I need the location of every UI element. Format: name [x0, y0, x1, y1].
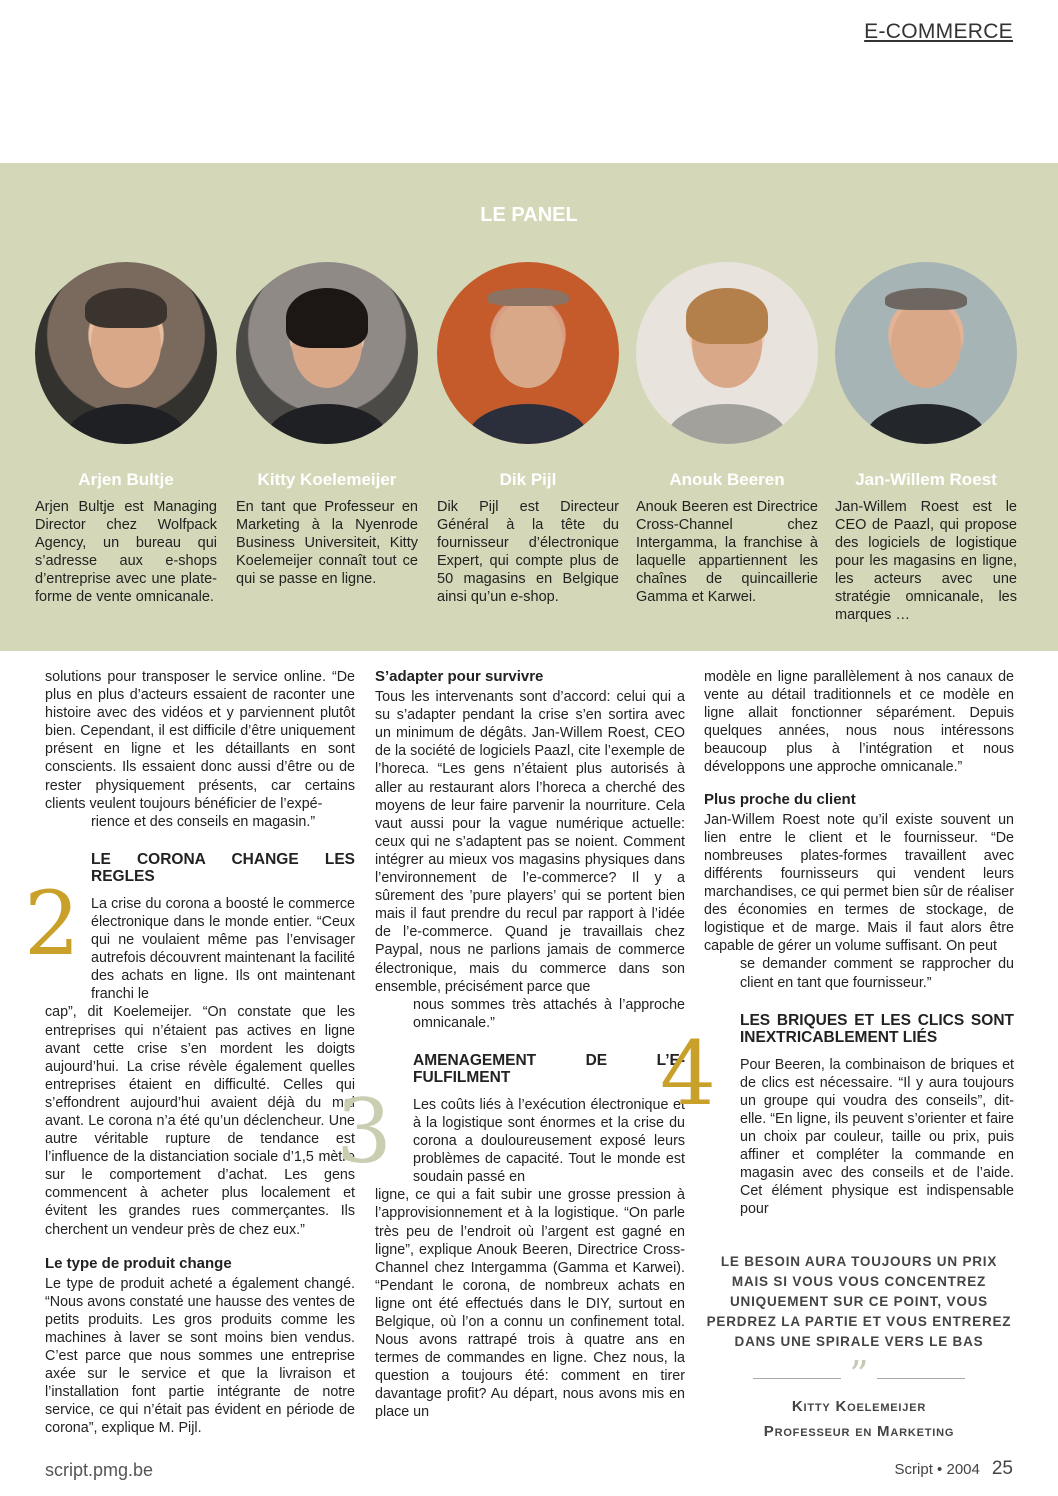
article-column-1 — [45, 668, 355, 1438]
quote-author: Kitty Koelemeijer — [791, 1398, 927, 1415]
member-bio: Anouk Beeren est Directrice Cross-Channel chez Intergamma, la franchise à laquelle appartiennent les chaînes de quincaillerie Gamma et Karwei. — [636, 499, 818, 605]
member-name: Anouk Beeren — [669, 470, 785, 489]
member-bio: Dik Pijl est Directeur Général à la tête du fournisseur d’électronique Expert, qui compte plus de 50 magasins en Belgique ainsi qu’un e-shop. — [437, 499, 619, 605]
paragraph: Les coûts liés à l’exécution électronique et à la logistique sont énormes et la crise du corona a douloureusement exposé leurs problèmes de capacité. Tout le monde est soudain passé en — [413, 1096, 685, 1186]
panel-title: LE PANEL — [480, 204, 578, 226]
paragraph: cap”, dit Koelemeijer. “On constate que les entreprises qui n’étaient pas actives en ligne avant cette crise s’en mordent les doigts aujourd’hui. La crise révèle également quelles entreprises étaient en difficulté. Celles qui s’effondrent aujourd’hui avaient déjà du mal avant. Le corona n’a été qu’un déclencheur. Une autre véritable rupture de tendance est l’influence de la distanciation sociale d’1,5 mètre sur le comportement d’achat. Les gens commencent à acheter plus localement et évitent les grandes rues commerçantes. Ils cherchent un vendeur près de chez eux.” — [45, 1004, 355, 1238]
issue-label: Script • 2004 — [894, 1461, 980, 1478]
panel-member — [632, 262, 822, 606]
panel-member — [433, 262, 623, 606]
paragraph: rience et des conseils en magasin.” — [91, 813, 316, 830]
footer-issue — [895, 1458, 1013, 1480]
section-number: 3 — [336, 1080, 392, 1183]
section-heading: LES BRIQUES ET LES CLICS SONT INEXTRICABLEMENT LIÉS — [740, 1011, 1014, 1046]
subheading: S’adapter pour survivre — [375, 668, 544, 685]
section-number: 2 — [24, 872, 80, 975]
avatar — [437, 262, 619, 444]
quote-role: Professeur en Marketing — [763, 1423, 955, 1440]
paragraph: Tous les intervenants sont d’accord: celui qui a su s’adapter pendant la crise s’en sortira avec un minimum de dégâts. Jan-Willem Roest, CEO de la société de logiciels Paazl, cite l’exemple de l’horeca. “Les gens n’étaient plus autorisés à aller au restaurant alors l’horeca a cherché des moyens de leur faire parvenir la nourriture. Cela vaut aussi pour la vague numérique actuelle: ceux qui ne s’adaptent pas se noient. Comment intégrer au mieux vos magasins physiques dans l’environnement de l’e-commerce? Il y a sûrement des ’pure players’ qui se portent bien mais il faut prendre du recul par rapport à l’idée de l’e-commerce. Quand je travaillais chez Paypal, nous ne parlions jamais de commerce électronique, mais du commerce dans son ensemble, précisément parce que — [375, 689, 685, 995]
member-bio: En tant que Professeur en Marketing à la Nyenrode Business Universiteit, Kitty Koelemeijer connaît tout ce qui se passe en ligne. — [236, 499, 418, 587]
quote-mark: ” — [705, 1360, 1013, 1390]
page-number: 25 — [991, 1458, 1013, 1479]
panel-member — [232, 262, 422, 588]
paragraph: La crise du corona a boosté le commerce électronique dans le monde entier. “Ceux qui ne voulaient même pas l’envisager autrefois découvrent maintenant la facilité des achats en ligne. Ils ont maintenant franchi le — [91, 895, 355, 1003]
member-name: Dik Pijl — [499, 470, 557, 489]
avatar — [835, 262, 1017, 444]
footer-url[interactable]: script.pmg.be — [45, 1460, 154, 1480]
paragraph: Le type de produit acheté a également changé. “Nous avons constaté une hausse des ventes de petits produits. Les gros produits comme les machines à laver se sont moins bien vendus. C’est parce que nous sommes une entreprise axée sur le service et que la livraison et l’installation font partie intégrante de notre service, ce qui n’était pas évident en période de corona”, explique M. Pijl. — [45, 1275, 355, 1437]
section-tag: E-COMMERCE — [864, 20, 1013, 43]
section-heading: AMENAGEMENT DE L’E-FULFILMENT — [413, 1051, 685, 1086]
member-name: Arjen Bultje — [78, 470, 174, 489]
panel-member — [831, 262, 1021, 624]
paragraph: se demander comment se rapprocher du client en tant que fournisseur.” — [740, 956, 1014, 991]
panel-member — [31, 262, 221, 606]
article-column-3 — [704, 668, 1014, 1218]
section-number: 4 — [660, 1022, 716, 1125]
subheading: Le type de produit change — [45, 1254, 232, 1272]
avatar — [636, 262, 818, 444]
member-name: Kitty Koelemeijer — [257, 470, 397, 489]
paragraph: modèle en ligne parallèlement à nos canaux de vente au détail traditionnels et ce modèle en ligne allait fonctionner séparément. Depuis quelques années, nous nous intéressons beaucoup plus à l’intégration et nous développons une approche omnicanale.” — [704, 669, 1014, 776]
member-bio: Arjen Bultje est Managing Director chez Wolfpack Agency, un bureau qui s’adresse aux e-shops d’entreprise avec une plate-forme de vente omnicanale. — [35, 499, 217, 605]
subheading: Plus proche du client — [704, 790, 856, 808]
avatar — [35, 262, 217, 444]
paragraph: ligne, ce qui a fait subir une grosse pression à l’approvisionnement et à la logistique. “On parle très peu de l’endroit où l’argent est gagné en ligne”, explique Anouk Beeren, Directrice Cross-Channel chez Intergamma (Gamma et Karwei). “Pendant le corona, de nombreux achats en ligne ont été effectués dans le DIY, surtout en Belgique, où l’on a connu un confinement total. Nous avons rattrapé trois à quatre ans en termes de commandes en ligne. Chez nous, la question a toujours été: comment en tirer davantage profit? Au départ, nous avons mis en place un — [375, 1187, 685, 1421]
member-name: Jan-Willem Roest — [855, 470, 997, 489]
paragraph: Pour Beeren, la combinaison de briques et de clics est nécessaire. “Il y aura toujours un groupe qui voudra des conseils”, dit-elle. “En ligne, ils peuvent s’orienter et faire un choix par couleur, taille ou prix, puis affiner et compléter la commande en magasin avec des conseils et de l’aide. Cet élément physique est indispensable pour — [740, 1056, 1014, 1218]
pull-quote — [705, 1252, 1013, 1440]
paragraph: solutions pour transposer le service online. “De plus en plus d’acteurs essaient de raconter une histoire avec des vidéos et y parviennent plutôt bien. Cependant, il est difficile d’être uniquement présent en ligne et les détaillants en sont conscients. Ils essaient donc aussi d’être ou de rester physiquement présents, car certains clients veulent toujours bénéficier de l’expé- — [45, 669, 355, 812]
member-bio: Jan-Willem Roest est le CEO de Paazl, qui propose des logiciels de logistique pour les magasins en ligne, les acteurs avec une stratégie omnicanale, les marques … — [835, 499, 1017, 623]
section-heading: LE CORONA CHANGE LES REGLES — [91, 850, 355, 885]
paragraph: nous sommes très attachés à l’approche omnicanale.” — [413, 996, 685, 1031]
avatar — [236, 262, 418, 444]
article-column-2 — [375, 668, 685, 1422]
quote-text: LE BESOIN AURA TOUJOURS UN PRIX MAIS SI VOUS VOUS CONCENTREZ UNIQUEMENT SUR CE POINT, VOUS PERDREZ LA PARTIE ET VOUS ENTREREZ DANS UNE SPIRALE VERS LE BAS — [706, 1254, 1012, 1349]
paragraph: Jan-Willem Roest note qu’il existe souvent un lien entre le client et le fournisseur. “De nombreuses plates-formes travaillent avec différents fournisseurs qui vendent leurs marchandises, ce qui permet bien sûr de réaliser des économies en termes de stockage, de logistique et de marge. Mais il faut alors être capable de gérer un volume suffisant. On peut — [704, 811, 1014, 955]
